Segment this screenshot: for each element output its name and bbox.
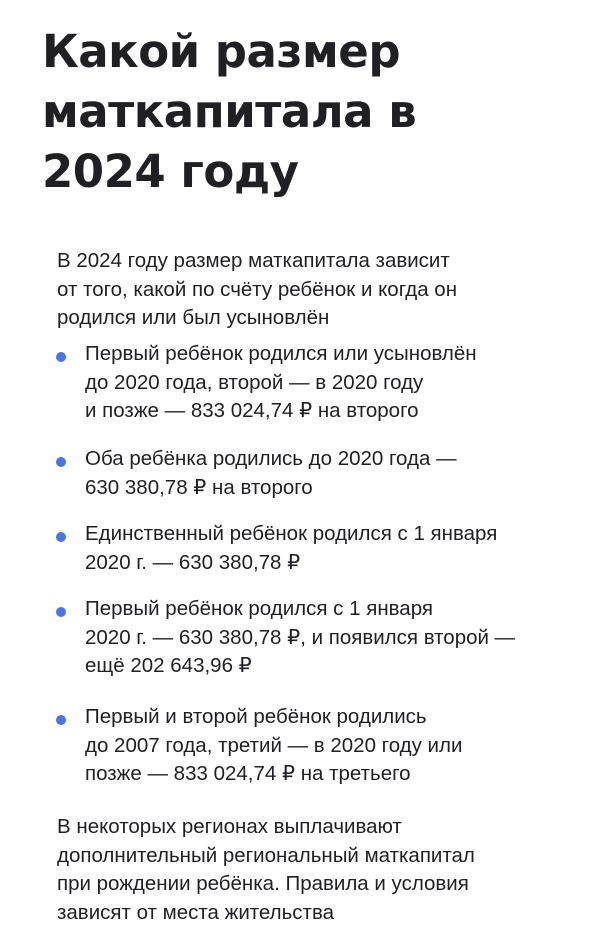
title-line: маткапитала в	[42, 85, 417, 138]
footer-line: зависят от места жительства	[57, 900, 335, 924]
list-item-line: до 2020 года, второй — в 2020 году	[85, 370, 424, 394]
footer-line: дополнительный региональный маткапитал	[57, 843, 475, 867]
bullet-dot-icon	[56, 457, 66, 467]
list-item-line: Первый и второй ребёнок родились	[85, 705, 427, 728]
list-item-text	[85, 340, 477, 426]
footer-paragraph	[57, 813, 587, 927]
list-item-line: Оба ребёнка родились до 2020 года —	[85, 447, 457, 470]
bullet-dot-icon	[56, 715, 66, 725]
list-item-line: 2020 г. — 630 380,78 ₽	[85, 550, 301, 574]
intro-line: В 2024 году размер маткапитала зависит	[57, 249, 450, 272]
list-item-text	[85, 703, 462, 789]
list-item-text	[85, 595, 515, 681]
bullet-dot-icon	[56, 352, 66, 362]
list-item-line: до 2007 года, третий — в 2020 году или	[85, 733, 463, 757]
list-item-line: позже — 833 024,74 ₽ на третьего	[85, 762, 411, 785]
list-item-text	[85, 520, 497, 577]
intro-paragraph	[57, 247, 577, 333]
title-line: 2024 году	[42, 145, 299, 198]
list-item-line: 2020 г. — 630 380,78 ₽, и появился второй —	[85, 625, 516, 649]
list-item-line: 630 380,78 ₽ на второго	[85, 475, 313, 499]
footer-line: В некоторых регионах выплачивают	[57, 815, 402, 838]
title-line: Какой размер	[42, 25, 401, 78]
intro-line: от того, какой по счёту ребёнок и когда он	[57, 277, 458, 301]
page-title	[42, 22, 562, 202]
list-item-line: Первый ребёнок родился с 1 января	[85, 597, 433, 620]
bullet-dot-icon	[56, 532, 66, 542]
list-item-line: и позже — 833 024,74 ₽ на второго	[85, 399, 419, 422]
footer-line: при рождении ребёнка. Правила и условия	[57, 872, 469, 895]
list-item-line: ещё 202 643,96 ₽	[85, 654, 252, 677]
intro-line: родился или был усыновлён	[57, 306, 330, 329]
list-item-line: Единственный ребёнок родился с 1 января	[85, 522, 498, 545]
list-item-line: Первый ребёнок родился или усыновлён	[85, 342, 477, 365]
list-item-text	[85, 445, 457, 502]
bullet-dot-icon	[56, 607, 66, 617]
